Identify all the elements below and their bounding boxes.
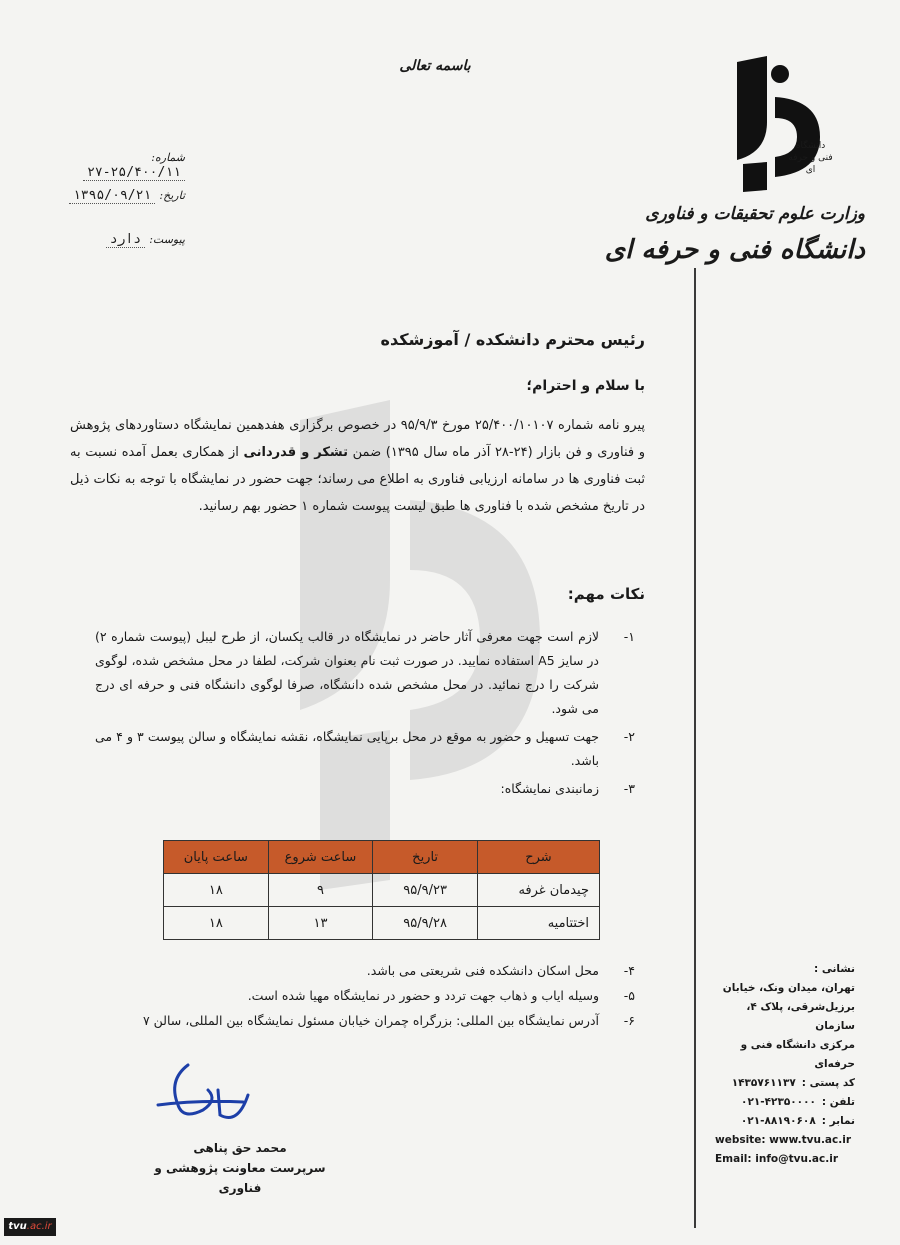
list-item bbox=[95, 958, 635, 983]
postal-label: کد پستی : bbox=[801, 1077, 855, 1089]
list-item bbox=[95, 625, 635, 721]
letter-number bbox=[55, 150, 185, 180]
notes-list-2 bbox=[95, 958, 635, 1033]
signature-icon bbox=[148, 1060, 258, 1140]
date-value: ۱۳۹۵/۰۹/۲۱ bbox=[69, 188, 155, 204]
item-text: وسیله ایاب و ذهاب جهت تردد و حضور در نمایشگاه مهیا شده است. bbox=[247, 988, 599, 1003]
table-cell: ۹ bbox=[268, 874, 373, 907]
item-text: محل اسکان دانشکده فنی شریعتی می باشد. bbox=[366, 963, 599, 978]
website-link[interactable]: website: www.tvu.ac.ir bbox=[715, 1134, 852, 1146]
letter-attachment bbox=[55, 232, 185, 247]
table-cell: اختتامیه bbox=[477, 907, 599, 940]
table-cell: ۱۳ bbox=[268, 907, 373, 940]
phone-row bbox=[715, 1093, 855, 1112]
address-line: برزیل‌شرقی، پلاک ۴، سازمان bbox=[746, 1001, 855, 1032]
basmala: باسمه تعالی bbox=[399, 58, 471, 74]
number-value: ۲۵/۴۰۰/۱۱-۲۷ bbox=[83, 165, 185, 181]
attachment-label: پیوست: bbox=[149, 233, 185, 246]
list-item bbox=[95, 983, 635, 1008]
table-row bbox=[164, 874, 600, 907]
address-line: مرکزی دانشگاه فنی و حرفه‌ای bbox=[740, 1039, 855, 1070]
list-item bbox=[95, 1008, 635, 1033]
phone-label: تلفن : bbox=[821, 1096, 855, 1108]
column-header: ساعت پایان bbox=[164, 841, 269, 874]
notes-list bbox=[95, 625, 635, 805]
item-number: ۴- bbox=[623, 963, 635, 978]
signer-title: سرپرست معاونت پژوهشی و فناوری bbox=[154, 1161, 326, 1195]
table-cell: ۱۸ bbox=[164, 874, 269, 907]
body-part-2: از همکاری بعمل آمده نسبت به ثبت فناوری ها در سامانه ارزیابی فناوری به اطلاع می رساند؛ جهت حضور در نمایشگاه با توجه به نکات ذیل در تاریخ مشخص شده با فناوری ها طبق لیست پیوست شماره ۱ حضور بهم رسانید. bbox=[70, 445, 645, 514]
schedule-table bbox=[163, 840, 600, 940]
letter-body bbox=[70, 412, 645, 520]
phone-value: ۰۲۱-۴۲۳۵۰۰۰۰ bbox=[741, 1096, 816, 1108]
site-watermark bbox=[4, 1218, 56, 1236]
table-cell: ۱۸ bbox=[164, 907, 269, 940]
letter-date bbox=[55, 188, 185, 203]
column-header: ساعت شروع bbox=[268, 841, 373, 874]
attachment-value: دارد bbox=[106, 232, 145, 248]
postal-value: ۱۴۳۵۷۶۱۱۳۷ bbox=[731, 1077, 796, 1089]
fax-row bbox=[715, 1112, 855, 1131]
address-block bbox=[715, 960, 855, 1169]
item-number: ۶- bbox=[623, 1013, 635, 1028]
university-name: دانشگاه فنی و حرفه ای bbox=[604, 235, 865, 265]
list-item bbox=[95, 777, 635, 801]
notes-title: نکات مهم: bbox=[567, 585, 645, 603]
logo-caption: دانشگاه فنی و حرفه ای bbox=[788, 141, 833, 175]
recipient: رئیس محترم دانشکده / آموزشکده bbox=[380, 330, 645, 349]
item-number: ۵- bbox=[623, 988, 635, 1003]
table-cell: چیدمان غرفه bbox=[477, 874, 599, 907]
vertical-divider bbox=[694, 268, 696, 1228]
date-label: تاریخ: bbox=[159, 189, 185, 202]
column-header: شرح bbox=[477, 841, 599, 874]
number-label: شماره: bbox=[151, 151, 185, 164]
address-line: تهران، میدان ونک، خیابان bbox=[722, 982, 855, 994]
body-bold: تشکر و قدردانی bbox=[243, 445, 349, 460]
item-number: ۲- bbox=[623, 729, 635, 744]
salutation: با سلام و احترام؛ bbox=[526, 378, 645, 394]
fax-value: ۰۲۱-۸۸۱۹۰۶۰۸ bbox=[740, 1115, 816, 1127]
item-text: زمانبندی نمایشگاه: bbox=[500, 781, 599, 796]
body-part-1: پیرو نامه شماره ۲۵/۴۰۰/۱۰۱۰۷ مورخ ۹۵/۹/۳ در خصوص برگزاری هفدهمین نمایشگاه دستاوردهای پژوهش و فناوری و فن بازار (۲۴-۲۸ آذر ماه سال ۱۳۹۵) ضمن bbox=[70, 418, 645, 460]
table-header-row bbox=[164, 841, 600, 874]
list-item bbox=[95, 725, 635, 773]
item-text: جهت تسهیل و حضور به موقع در محل برپایی نمایشگاه، نقشه نمایشگاه و سالن پیوست ۳ و ۴ می باشد. bbox=[95, 729, 600, 768]
ministry-name: وزارت علوم تحقیقات و فناوری bbox=[645, 204, 865, 224]
table-cell: ۹۵/۹/۲۳ bbox=[373, 874, 478, 907]
fax-label: نمابر : bbox=[821, 1115, 855, 1127]
table-row bbox=[164, 907, 600, 940]
table-cell: ۹۵/۹/۲۸ bbox=[373, 907, 478, 940]
postal-row bbox=[715, 1074, 855, 1093]
signer-name: محمد حق پناهی bbox=[193, 1141, 287, 1155]
item-text: آدرس نمایشگاه بین المللی: بزرگراه چمران خیابان مسئول نمایشگاه بین المللی، سالن ۷ bbox=[142, 1013, 599, 1028]
email-link[interactable]: Email: info@tvu.ac.ir bbox=[715, 1153, 839, 1165]
signer-block bbox=[150, 1138, 330, 1198]
item-number: ۱- bbox=[623, 629, 635, 644]
site-name-b: .ac.ir bbox=[26, 1221, 52, 1232]
item-number: ۳- bbox=[623, 781, 635, 796]
column-header: تاریخ bbox=[373, 841, 478, 874]
address-label: نشانی : bbox=[814, 963, 855, 975]
site-name-a: tvu bbox=[8, 1221, 27, 1232]
item-text: لازم است جهت معرفی آثار حاضر در نمایشگاه در قالب یکسان، از طرح لیبل (پیوست شماره ۲) در سایز A5 استفاده نمایید. در صورت ثبت نام بعنوان شرکت، لطفا در محل مشخص شده، لوگوی شرکت را درج نمائید. در محل مشخص شده دانشگاه، صرفا لوگوی دانشگاه فنی و حرفه ای درج می شود. bbox=[95, 629, 599, 716]
